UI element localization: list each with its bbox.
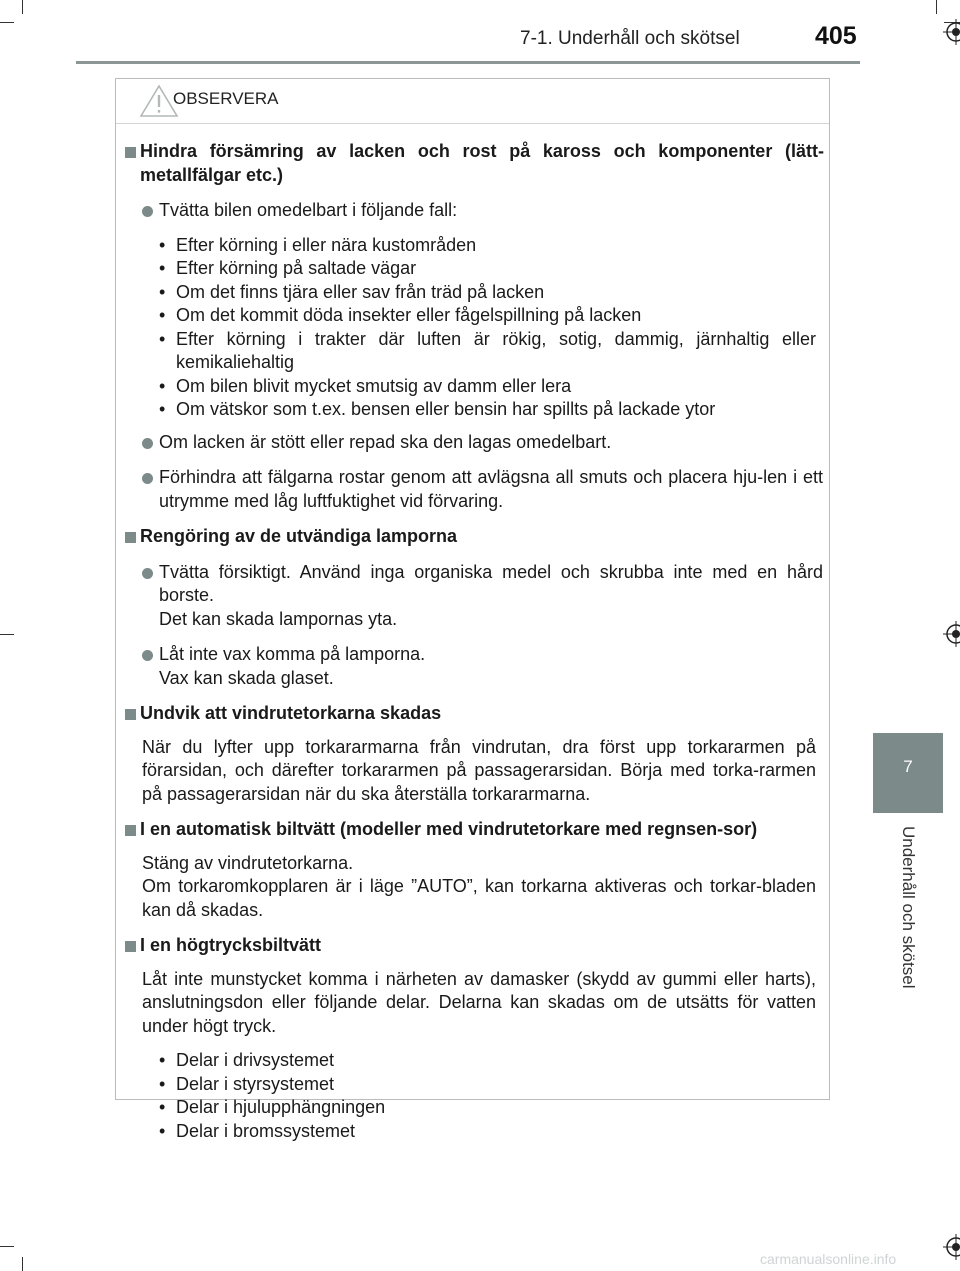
round-bullet-paragraph [116,428,829,458]
round-bullet-paragraph [116,463,829,516]
section-heading-text: Undvik att vindrutetorkarna skadas [140,703,442,723]
square-bullet-icon [125,147,136,158]
list-item: • Om det finns tjära eller sav från träd på lacken [176,281,816,305]
bullet-list [116,234,829,422]
section-heading-text: Hindra försämring av lacken och rost på kaross och komponenter (lätt-metallfälgar etc.) [140,141,824,185]
chapter-tab [873,733,943,813]
round-bullet-icon [142,568,153,579]
section-heading-text: Rengöring av de utvändiga lamporna [140,526,458,546]
paragraph-text: Stäng av vindrutetorkarna. [142,852,354,873]
bullet-list [116,1049,829,1143]
crop-mark-bottom-left-v [22,1257,23,1271]
caution-content [116,131,829,1147]
caution-box [115,78,830,1141]
caution-divider [116,123,829,124]
list-item: • Om vätskor som t.ex. bensen eller bensin har spillts på lackade ytor [176,398,816,422]
list-item: • Delar i hjulupphängningen [176,1096,816,1120]
paragraph: När du lyfter upp torkararmarna från vindrutan, dra först upp torkararmen på förarsidan, och därefter torkararmen på passagerarsidan. Börja med torka-rarmen på passagerarsidan när du ska återställa torkararmarna. [142,736,816,804]
section-title: 7-1. Underhåll och skötsel [520,28,740,49]
crop-mark-mid-left [0,634,14,635]
paragraph-text: Vax kan skada glaset. [159,667,334,688]
registration-mark-icon [943,621,960,647]
chapter-label-container [873,826,943,1016]
section-heading [116,931,829,961]
paragraph-text: Det kan skada lampornas yta. [159,608,398,629]
section-heading-text: I en högtrycksbiltvätt [140,935,322,955]
paragraph [116,849,829,926]
registration-mark-icon [943,1234,960,1260]
registration-mark-icon [943,19,960,45]
paragraph-text: Tvätta försiktigt. Använd inga organiska medel och skrubba inte med en hård borste. [159,561,823,605]
caution-header [116,79,829,119]
list-item: • Efter körning på saltade vägar [176,257,816,281]
round-bullet-icon [142,438,153,449]
paragraph: Låt inte munstycket komma i närheten av damasker (skydd av gummi eller harts), anslutningsdon eller följande delar. Delarna kan skadas om de utsätts för vatten under högt tryck. [142,968,816,1036]
chapter-number: 7 [903,757,913,776]
section-heading [116,522,829,552]
list-item: • Efter körning i trakter där luften är rökig, sotig, dammig, järnhaltig eller kemikaliehaltig [176,328,816,375]
list-item: • Efter körning i eller nära kustområden [176,234,816,258]
crop-mark-bottom-left-h [0,1246,14,1247]
list-item: • Delar i drivsystemet [176,1049,816,1073]
paragraph-text: Om torkaromkopplaren är i läge ”AUTO”, kan torkarna aktiveras och torkar-bladen kan då skadas. [142,876,816,920]
watermark: carmanualsonline.info [760,1251,897,1267]
round-bullet-paragraph [116,196,829,226]
list-item: • Delar i bromssystemet [176,1120,816,1144]
crop-mark-top-right-v [936,0,937,14]
round-bullet-icon [142,473,153,484]
list-item: • Om det kommit döda insekter eller fågelspillning på lacken [176,304,816,328]
crop-mark-top-left-h [0,22,14,23]
chapter-label: Underhåll och skötsel [899,826,918,989]
square-bullet-icon [125,825,136,836]
list-item: • Delar i styrsystemet [176,1073,816,1097]
section-heading [116,137,829,190]
round-bullet-icon [142,650,153,661]
section-heading-text: I en automatisk biltvätt (modeller med vindrutetorkare med regnsen-sor) [140,819,758,839]
round-bullet-paragraph [116,558,829,635]
paragraph-text: Förhindra att fälgarna rostar genom att avlägsna all smuts och placera hju-len i ett utrymme med låg luftfuktighet vid förvaring. [159,467,823,511]
round-bullet-paragraph [116,640,829,693]
square-bullet-icon [125,941,136,952]
caution-title: OBSERVERA [173,89,279,108]
round-bullet-icon [142,206,153,217]
paragraph-text: Om lacken är stött eller repad ska den lagas omedelbart. [159,431,612,452]
paragraph-text: Låt inte vax komma på lamporna. [159,644,426,664]
square-bullet-icon [125,709,136,720]
paragraph-text: Tvätta bilen omedelbart i följande fall: [159,200,458,220]
header-rule [76,61,860,64]
crop-mark-top-left-v [22,0,23,14]
list-item: • Om bilen blivit mycket smutsig av damm eller lera [176,375,816,399]
square-bullet-icon [125,532,136,543]
section-heading [116,699,829,729]
section-heading [116,815,829,845]
page-number: 405 [815,22,857,50]
